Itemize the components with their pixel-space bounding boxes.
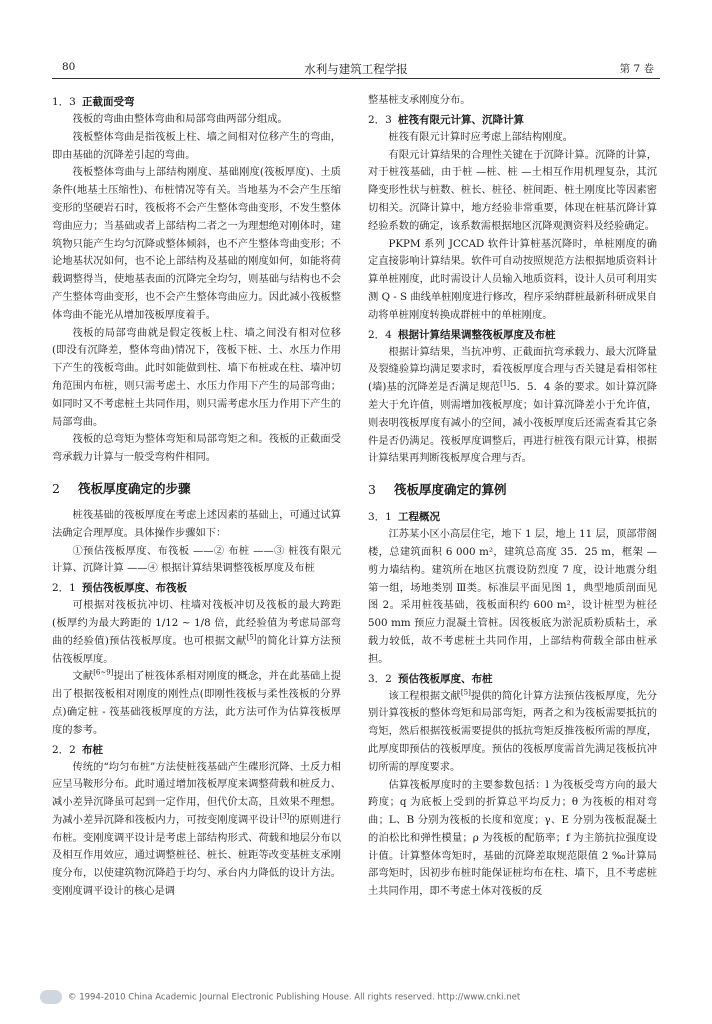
- paragraph: ①预估筏板厚度、布筏板 ——② 布桩 ——③ 桩筏有限元计算、沉降计算 ——④ 根据计算结果调整筏板厚度及布桩: [52, 544, 341, 575]
- paragraph: 筏板的弯曲由整体弯曲和局部弯曲两部分组成。: [72, 113, 288, 125]
- section-heading: 2 筏板厚度确定的步骤: [52, 480, 191, 496]
- section-heading: 3．1 工程概况: [368, 511, 440, 524]
- paragraph: 筏板整体弯曲是指筏板上柱、墙之间相对位移产生的弯曲，即由基础的沉降差引起的弯曲。: [52, 130, 341, 161]
- citation[interactable]: [1]: [500, 379, 511, 388]
- paragraph: 根据计算结果，当抗冲剪、正截面抗弯承载力、最大沉降量及裂缝验算均满足要求时，看筏板厚度合理与否关键是看相邻柱(墙)基的沉降差是否满足规范[1]5．5．4 条的要求。如计算沉降差大于允许值，则需增加筏板厚度；如计算沉降差小于允许值，则表明筏板厚度有减小的空间，减小筏板厚度后还需查看其它条件是否仍满足。筏板厚度调整后，再进行桩筏有限元计算，根据计算结果再判断筏板厚度合理与否。: [368, 345, 657, 465]
- volume-label: 第 7 卷: [619, 63, 654, 75]
- paragraph: 该工程根据文献[5]提供的简化计算方法预估筏板厚度，先分别计算筏板的整体弯矩和局部弯矩，两者之和为筏板需要抵抗的弯矩，然后根据筏板需要提供的抵抗弯矩反推筏板所需的厚度，此厚度即预估的筏板厚度。预估的筏板厚度需首先满足筏板抗冲切所需的厚度要求。: [368, 688, 657, 773]
- citation[interactable]: [3]: [279, 812, 290, 821]
- paragraph: 文献[6~9]提出了桩筏体系相对刚度的概念，并在此基础上提出了根据筏板相对刚度的刚性点(即刚性筏板与柔性筏板的分界点)确定桩 - 筏基础筏板厚度的方法，此方法可作为估算筏板厚度的参考。: [52, 668, 341, 736]
- copyright-notice: © 1994-2010 China Academic Journal Electronic Publishing House. All rights reserved. http://www.cnki.net: [68, 992, 521, 1003]
- paragraph: 桩筏基础的筏板厚度在考虑上述因素的基础上，可通过试算法确定合理厚度。具体操作步骤如下：: [52, 508, 341, 539]
- left-column: [52, 92, 341, 901]
- paragraph: 有限元计算结果的合理性关键在于沉降计算。沉降的计算，对于桩筏基础，由于桩 —桩、桩 —土相互作用机理复杂，其沉降变形性状与桩数、桩长、桩径、桩间距、桩土刚度比等因素密切相关。沉降计算中，地方经验非常重要，体现在桩基沉降计算经验系数的确定，该系数需根据地区沉降观测资料及经验确定。: [368, 148, 657, 232]
- section-heading: 1．3 正截面受弯: [52, 96, 135, 108]
- citation[interactable]: [6~9]: [93, 668, 114, 677]
- section-heading: 2．3 桩筏有限元计算、沉降计算: [368, 113, 524, 126]
- paragraph: 传统的“均匀布桩”方法使桩筏基础产生碟形沉降、土反力相应呈马鞍形分布。此时通过增加筏板厚度来调整荷载和桩反力、减小差异沉降虽可起到一定作用，但代价太高，且效果不理想。为减小差异沉降和筏板内力，可按变刚度调平设计[3]的原则进行布桩。变刚度调平设计是考虑上部结构形式、荷载和地层分布以及相互作用效应，通过调整桩径、桩长、桩距等改变基桩支承刚度分布，以使建筑物沉降趋于均匀、承台内力降低的设计方法。变刚度调平设计的核心是调: [52, 760, 341, 898]
- publisher-logo-icon: [40, 990, 62, 1004]
- paragraph: 可根据对筏板抗冲切、柱墙对筏板冲切及筏板的最大跨距(板厚约为最大跨距的 1/12 ~ 1/8 倍，此经验值为考虑局部弯曲的经验值)预估筏板厚度。也可根据文献[5]的简化计算方法预估筏板厚度。: [52, 599, 341, 665]
- right-column: [368, 92, 657, 901]
- paragraph: 筏板整体弯曲与上部结构刚度、基础刚度(筏板厚度)、土质条件(地基土压缩性)、布桩情况等有关。当地基为不会产生压缩变形的坚硬岩石时，筏板将不会产生整体弯曲变形，不发生整体弯曲应力；当基础或者上部结构二者之一为理想绝对刚体时，建筑物只能产生均匀沉降或整体倾斜，也不产生整体弯曲变形；不论地基状况如何，也不论上部结构及基础的刚度如何，如能将荷载调整得当，使地基表面的沉降完全均匀，则基础与结构也不会产生整体弯曲变形，也不会产生整体弯曲应力。因此减小筏板整体弯曲不能光从增加筏板厚度着手。: [52, 166, 341, 321]
- section-heading: 2．1 预估筏板厚度、布筏板: [52, 582, 187, 595]
- paragraph: 筏板的局部弯曲就是假定筏板上柱、墙之间没有相对位移(即没有沉降差，整体弯曲)情况下，筏板下桩、土、水压力作用下产生的筏板弯曲。此时如能做到柱、墙下布桩或在柱、墙冲切角范围内布桩，则只需考虑土、水压力作用下产生的局部弯曲；如同时又不考虑桩土共同作用，则只需考虑水压力作用下产生的局部弯曲。: [52, 326, 341, 428]
- paragraph: 筏板的总弯矩为整体弯矩和局部弯矩之和。筏板的正截面受弯承载力计算与一般受弯构件相同。: [52, 433, 341, 464]
- section-heading: 2．4 根据计算结果调整筏板厚度及布桩: [368, 328, 556, 341]
- journal-title: 水利与建筑工程学报: [304, 62, 408, 76]
- paragraph: 整基桩支承刚度分布。: [368, 94, 471, 106]
- section-heading: 3．2 预估筏板厚度、布桩: [368, 672, 493, 685]
- paragraph: PKPM 系列 JCCAD 软件计算桩基沉降时，单桩刚度的确定直接影响计算结果。软件可自动按照规范方法根据地质资料计算单桩刚度，此时需设计人员输入地质资料，设计人员可利用实测 Q - S 曲线单桩刚度进行修改，程序采纳群桩最新科研成果自动将单桩刚度转换成群桩中的单桩刚度。: [368, 237, 657, 321]
- paragraph: 桩筏有限元计算时应考虑上部结构刚度。: [388, 130, 574, 143]
- citation[interactable]: [5]: [246, 633, 257, 642]
- page-number: 80: [62, 61, 76, 73]
- page-header: [52, 58, 660, 79]
- paragraph: 江苏某小区小高层住宅，地下 1 层，地上 11 层，顶部带阁楼，总建筑面积 6 000 m²，建筑总高度 35．25 m，框架 —剪力墙结构。建筑所在地区抗震设防烈度 7 度，设计地震分组第一组，场地类别 Ⅲ类。标准层平面见图 1，典型地质剖面见图 2。采用桩筏基础，筏板面积约 600 m²，设计桩型为桩径 500 mm 预应力混凝土管桩。因筏板底为淤泥质粉质粘土，承载力较低，故不考虑桩土共同作用，上部结构荷载全部由桩承担。: [368, 528, 657, 665]
- section-heading: 2．2 布桩: [52, 743, 103, 756]
- paragraph: 估算筏板厚度时的主要参数包括：l 为筏板受弯方向的最大跨度；q 为底板上受到的折算总平均反力；θ 为筏板的相对弯曲；L、B 分别为筏板的长度和宽度；γ、E 分别为筏板混凝土的泊松比和弹性模量；ρ 为筏板的配筋率；f 为主筋抗拉强度设计值。计算整体弯矩时，基础的沉降差取规范限值 2 ‰计算局部弯矩时，因初步布桩时能保证桩均布在柱、墙下，且不考虑桩土共同作用，即不考虑土体对筏板的反: [368, 778, 657, 898]
- section-heading: 3 筏板厚度确定的算例: [368, 482, 507, 498]
- citation[interactable]: [5]: [460, 688, 471, 697]
- page-footer: [40, 990, 520, 1004]
